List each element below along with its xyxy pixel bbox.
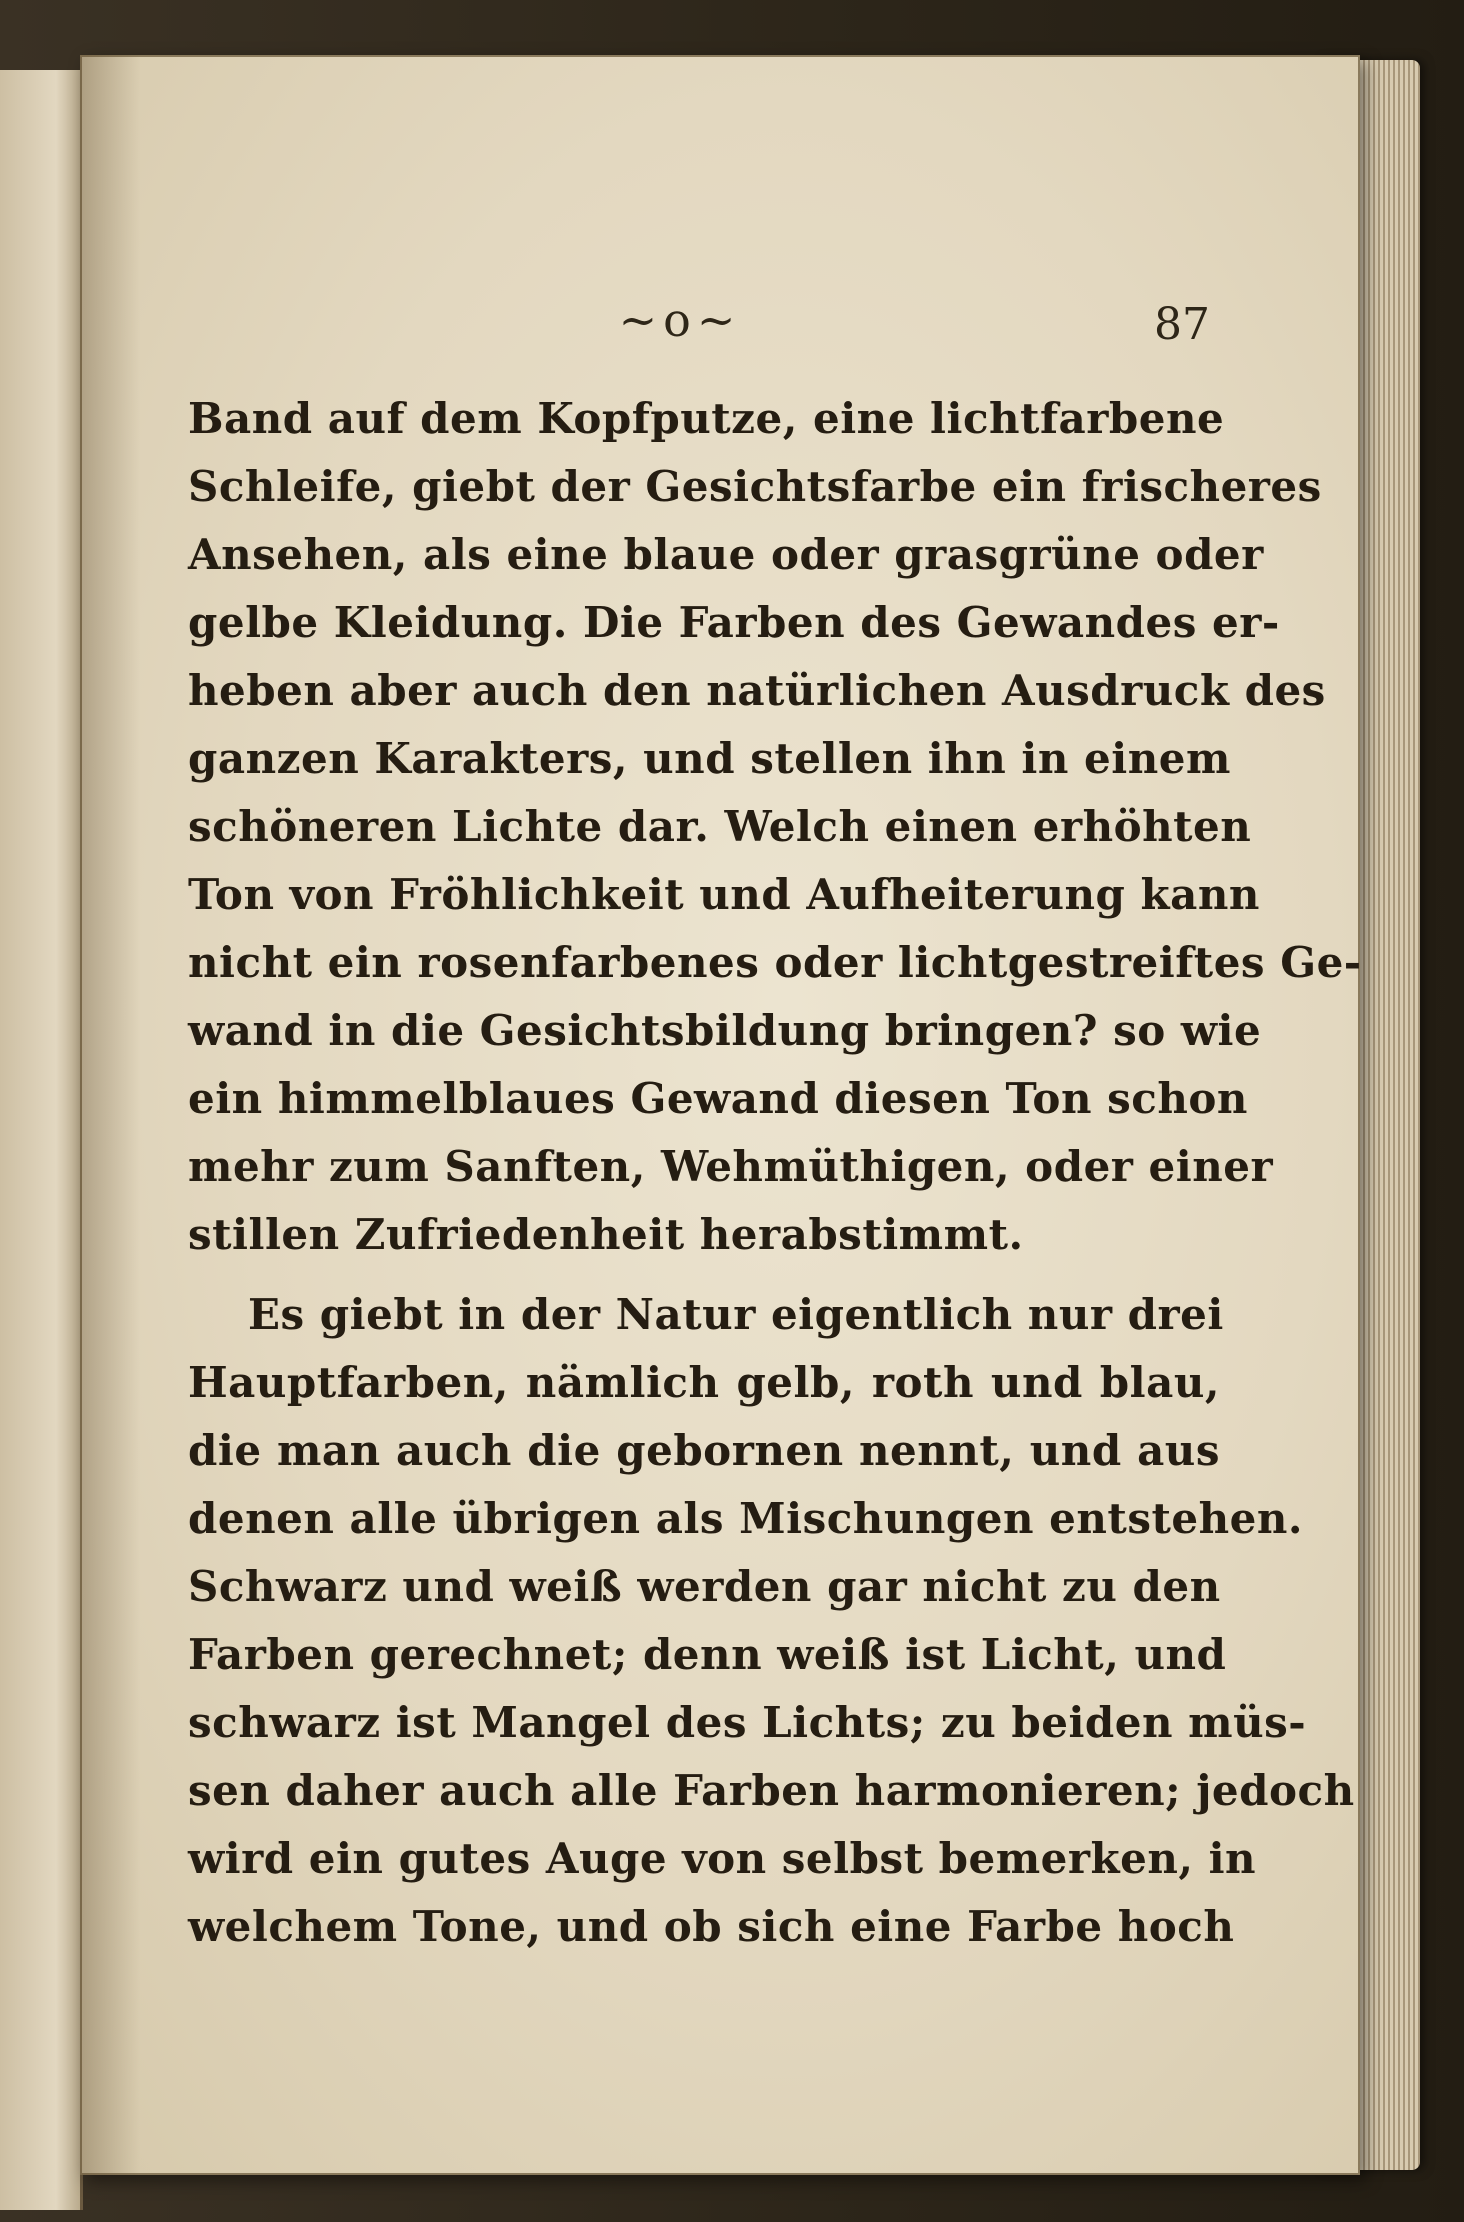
text-line: wand in die Gesichtsbildung bringen? so wie xyxy=(188,1006,1262,1055)
paragraph xyxy=(188,1281,1355,1961)
paragraph-gap xyxy=(188,1269,1220,1281)
text-line: denen alle übrigen als Mischungen entstehen. xyxy=(188,1494,1304,1543)
text-line: heben aber auch den natürlichen Ausdruck des xyxy=(188,666,1326,715)
header-ornament: ~o~ xyxy=(618,293,742,347)
text-line: stillen Zufriedenheit herabstimmt. xyxy=(188,1210,1024,1259)
body-text xyxy=(188,385,1362,1961)
text-line: schöneren Lichte dar. Welch einen erhöhten xyxy=(188,802,1252,851)
text-line: sen daher auch alle Farben harmonieren; jedoch xyxy=(188,1766,1355,1815)
text-line: die man auch die gebornen nennt, und aus xyxy=(188,1426,1220,1475)
text-line: wird ein gutes Auge von selbst bemerken, in xyxy=(188,1834,1257,1883)
paragraph xyxy=(188,385,1362,1269)
text-line: mehr zum Sanften, Wehmüthigen, oder einer xyxy=(188,1142,1274,1191)
text-line: Band auf dem Kopfputze, eine lichtfarbene xyxy=(188,394,1225,443)
text-line: Ton von Fröhlichkeit und Aufheiterung kann xyxy=(188,870,1260,919)
text-line: schwarz ist Mangel des Lichts; zu beiden müs- xyxy=(188,1698,1307,1747)
gutter-shadow xyxy=(80,55,140,2175)
text-line: welchem Tone, und ob sich eine Farbe hoch xyxy=(188,1902,1235,1951)
text-line: Schleife, giebt der Gesichtsfarbe ein frischeres xyxy=(188,462,1322,511)
text-line: ein himmelblaues Gewand diesen Ton schon xyxy=(188,1074,1248,1123)
page-header xyxy=(80,285,1360,365)
text-line: ganzen Karakters, und stellen ihn in einem xyxy=(188,734,1231,783)
text-line: nicht ein rosenfarbenes oder lichtgestreiftes Ge- xyxy=(188,938,1362,987)
text-line: Es giebt in der Natur eigentlich nur drei xyxy=(248,1290,1224,1339)
text-line: Schwarz und weiß werden gar nicht zu den xyxy=(188,1562,1221,1611)
previous-page-edge xyxy=(0,70,83,2210)
text-line: Ansehen, als eine blaue oder grasgrüne oder xyxy=(188,530,1264,579)
text-line: Farben gerechnet; denn weiß ist Licht, und xyxy=(188,1630,1227,1679)
page-number: 87 xyxy=(1154,299,1210,350)
text-line: Hauptfarben, nämlich gelb, roth und blau, xyxy=(188,1358,1220,1407)
book-page xyxy=(80,55,1360,2175)
text-line: gelbe Kleidung. Die Farben des Gewandes er- xyxy=(188,598,1280,647)
